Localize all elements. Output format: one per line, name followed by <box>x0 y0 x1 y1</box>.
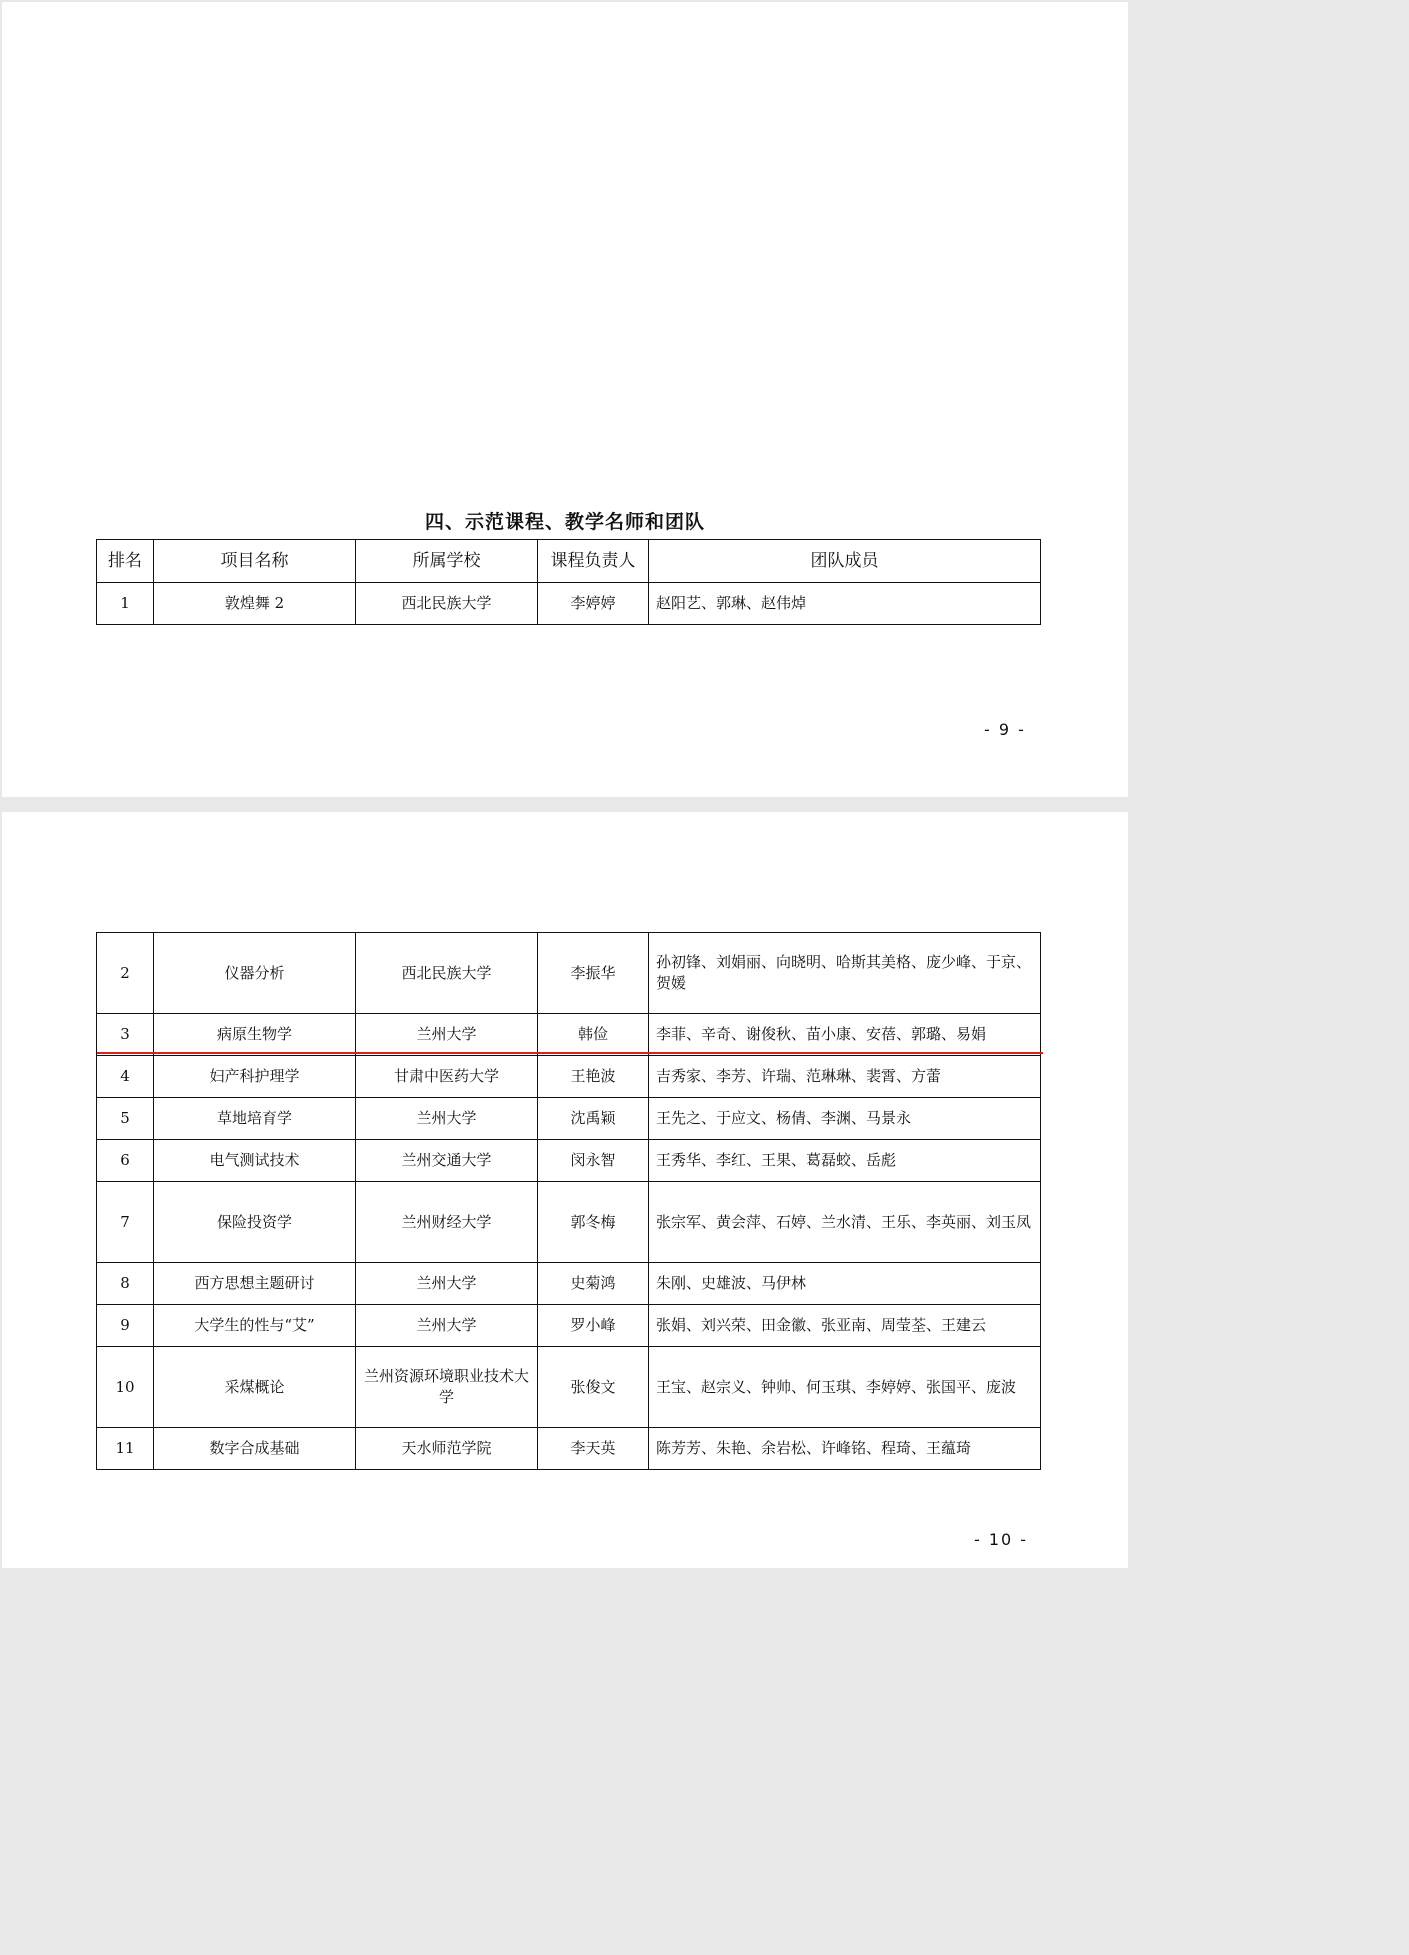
cell-rank: 9 <box>97 1305 154 1347</box>
red-annotation-line <box>97 1052 1043 1054</box>
cell-school: 兰州大学 <box>356 1305 538 1347</box>
cell-leader: 李振华 <box>538 933 649 1014</box>
table-row <box>97 1263 1041 1305</box>
cell-members: 吉秀家、李芳、许瑞、范琳琳、裴霄、方蕾 <box>649 1056 1041 1098</box>
cell-project: 仪器分析 <box>154 933 356 1014</box>
cell-project: 敦煌舞 2 <box>154 583 356 625</box>
table-row <box>97 1305 1041 1347</box>
header-members: 团队成员 <box>649 540 1041 583</box>
table-row <box>97 1182 1041 1263</box>
cell-project: 采煤概论 <box>154 1347 356 1428</box>
cell-members: 张宗军、黄会萍、石婷、兰水清、王乐、李英丽、刘玉凤 <box>649 1182 1041 1263</box>
document-page-9 <box>2 2 1128 797</box>
cell-leader: 沈禹颖 <box>538 1098 649 1140</box>
cell-members: 张娟、刘兴荣、田金徽、张亚南、周莹荃、王建云 <box>649 1305 1041 1347</box>
cell-project: 保险投资学 <box>154 1182 356 1263</box>
page-number: - 9 - <box>984 720 1026 739</box>
table-row <box>97 1014 1041 1056</box>
header-project: 项目名称 <box>154 540 356 583</box>
cell-rank: 8 <box>97 1263 154 1305</box>
cell-leader: 王艳波 <box>538 1056 649 1098</box>
cell-members: 赵阳艺、郭琳、赵伟焯 <box>649 583 1041 625</box>
cell-leader: 李婷婷 <box>538 583 649 625</box>
cell-school: 兰州大学 <box>356 1263 538 1305</box>
table-row <box>97 583 1041 625</box>
cell-project: 数字合成基础 <box>154 1428 356 1470</box>
cell-school: 兰州交通大学 <box>356 1140 538 1182</box>
cell-school: 兰州大学 <box>356 1014 538 1056</box>
cell-school: 西北民族大学 <box>356 933 538 1014</box>
cell-school: 兰州大学 <box>356 1098 538 1140</box>
cell-members: 孙初锋、刘娟丽、向晓明、哈斯其美格、庞少峰、于京、贺媛 <box>649 933 1041 1014</box>
cell-school: 兰州财经大学 <box>356 1182 538 1263</box>
cell-leader: 罗小峰 <box>538 1305 649 1347</box>
section-title: 四、示范课程、教学名师和团队 <box>424 511 705 533</box>
cell-leader: 史菊鸿 <box>538 1263 649 1305</box>
table-row <box>97 1428 1041 1470</box>
cell-rank: 1 <box>97 583 154 625</box>
cell-rank: 3 <box>97 1014 154 1056</box>
cell-leader: 闵永智 <box>538 1140 649 1182</box>
cell-project: 草地培育学 <box>154 1098 356 1140</box>
header-school: 所属学校 <box>356 540 538 583</box>
cell-school: 甘肃中医药大学 <box>356 1056 538 1098</box>
cell-members: 王宝、赵宗义、钟帅、何玉琪、李婷婷、张国平、庞波 <box>649 1347 1041 1428</box>
cell-rank: 4 <box>97 1056 154 1098</box>
cell-members: 陈芳芳、朱艳、余岩松、许峰铭、程琦、王蕴琦 <box>649 1428 1041 1470</box>
cell-school: 天水师范学院 <box>356 1428 538 1470</box>
table-row <box>97 1140 1041 1182</box>
document-page-10 <box>2 812 1128 1568</box>
cell-rank: 6 <box>97 1140 154 1182</box>
cell-project: 病原生物学 <box>154 1014 356 1056</box>
cell-leader: 张俊文 <box>538 1347 649 1428</box>
table-row <box>97 933 1041 1014</box>
cell-members: 朱刚、史雄波、马伊林 <box>649 1263 1041 1305</box>
table-row <box>97 1098 1041 1140</box>
header-rank: 排名 <box>97 540 154 583</box>
table-header-row <box>97 540 1041 583</box>
table-row <box>97 1056 1041 1098</box>
courses-table-header-part <box>96 539 1041 625</box>
cell-members: 王秀华、李红、王果、葛磊蛟、岳彪 <box>649 1140 1041 1182</box>
header-leader: 课程负责人 <box>538 540 649 583</box>
cell-leader: 韩俭 <box>538 1014 649 1056</box>
page-number: - 10 - <box>974 1530 1029 1549</box>
cell-school: 兰州资源环境职业技术大学 <box>356 1347 538 1428</box>
cell-members: 李菲、辛奇、谢俊秋、苗小康、安蓓、郭璐、易娟 <box>649 1014 1041 1056</box>
cell-leader: 郭冬梅 <box>538 1182 649 1263</box>
cell-project: 西方思想主题研讨 <box>154 1263 356 1305</box>
cell-rank: 10 <box>97 1347 154 1428</box>
cell-rank: 5 <box>97 1098 154 1140</box>
cell-school: 西北民族大学 <box>356 583 538 625</box>
cell-members: 王先之、于应文、杨倩、李渊、马景永 <box>649 1098 1041 1140</box>
cell-rank: 2 <box>97 933 154 1014</box>
cell-project: 电气测试技术 <box>154 1140 356 1182</box>
table-row <box>97 1347 1041 1428</box>
cell-project: 妇产科护理学 <box>154 1056 356 1098</box>
courses-table-continued <box>96 932 1041 1470</box>
cell-project: 大学生的性与“艾” <box>154 1305 356 1347</box>
cell-rank: 7 <box>97 1182 154 1263</box>
cell-leader: 李天英 <box>538 1428 649 1470</box>
cell-rank: 11 <box>97 1428 154 1470</box>
